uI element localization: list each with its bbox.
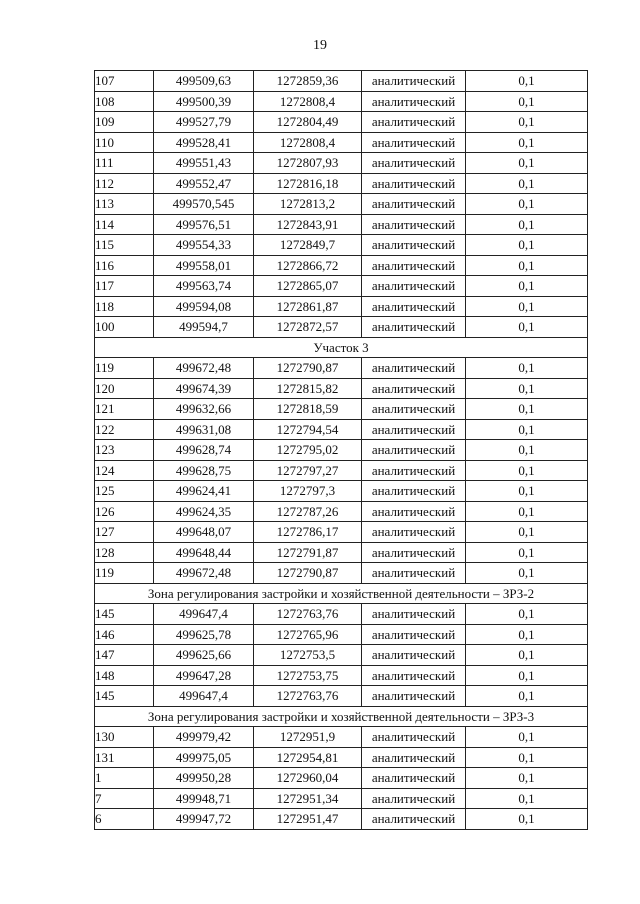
coordinate-y: 1272763,76	[254, 686, 362, 707]
accuracy-value: 0,1	[466, 542, 588, 563]
coordinate-y: 1272808,4	[254, 132, 362, 153]
point-number: 100	[95, 317, 154, 338]
table-row	[95, 173, 588, 194]
coordinate-x: 499672,48	[154, 358, 254, 379]
accuracy-value: 0,1	[466, 440, 588, 461]
coordinate-y: 1272859,36	[254, 71, 362, 92]
table-row	[95, 132, 588, 153]
point-number: 7	[95, 788, 154, 809]
accuracy-value: 0,1	[466, 604, 588, 625]
table-row	[95, 399, 588, 420]
coordinate-y: 1272951,34	[254, 788, 362, 809]
coordinate-x: 499552,47	[154, 173, 254, 194]
determination-method: аналитический	[362, 153, 466, 174]
accuracy-value: 0,1	[466, 194, 588, 215]
accuracy-value: 0,1	[466, 317, 588, 338]
accuracy-value: 0,1	[466, 747, 588, 768]
determination-method: аналитический	[362, 276, 466, 297]
table-row	[95, 112, 588, 133]
coordinate-y: 1272797,3	[254, 481, 362, 502]
point-number: 121	[95, 399, 154, 420]
accuracy-value: 0,1	[466, 358, 588, 379]
point-number: 119	[95, 563, 154, 584]
coordinate-x: 499672,48	[154, 563, 254, 584]
coordinate-x: 499551,43	[154, 153, 254, 174]
point-number: 127	[95, 522, 154, 543]
accuracy-value: 0,1	[466, 296, 588, 317]
determination-method: аналитический	[362, 563, 466, 584]
accuracy-value: 0,1	[466, 727, 588, 748]
coordinate-y: 1272815,82	[254, 378, 362, 399]
determination-method: аналитический	[362, 727, 466, 748]
point-number: 128	[95, 542, 154, 563]
point-number: 107	[95, 71, 154, 92]
table-row	[95, 358, 588, 379]
section-header-row	[95, 583, 588, 604]
table-row	[95, 440, 588, 461]
determination-method: аналитический	[362, 686, 466, 707]
accuracy-value: 0,1	[466, 768, 588, 789]
point-number: 145	[95, 604, 154, 625]
accuracy-value: 0,1	[466, 460, 588, 481]
accuracy-value: 0,1	[466, 645, 588, 666]
coordinate-x: 499624,35	[154, 501, 254, 522]
accuracy-value: 0,1	[466, 132, 588, 153]
determination-method: аналитический	[362, 645, 466, 666]
accuracy-value: 0,1	[466, 665, 588, 686]
coordinate-x: 499947,72	[154, 809, 254, 830]
accuracy-value: 0,1	[466, 624, 588, 645]
coordinate-y: 1272861,87	[254, 296, 362, 317]
coordinate-y: 1272791,87	[254, 542, 362, 563]
determination-method: аналитический	[362, 542, 466, 563]
determination-method: аналитический	[362, 747, 466, 768]
coordinate-y: 1272849,7	[254, 235, 362, 256]
determination-method: аналитический	[362, 522, 466, 543]
accuracy-value: 0,1	[466, 501, 588, 522]
coordinate-x: 499674,39	[154, 378, 254, 399]
accuracy-value: 0,1	[466, 276, 588, 297]
table-row	[95, 255, 588, 276]
accuracy-value: 0,1	[466, 419, 588, 440]
coordinate-x: 499647,28	[154, 665, 254, 686]
coordinate-x: 499631,08	[154, 419, 254, 440]
point-number: 126	[95, 501, 154, 522]
coordinate-y: 1272951,47	[254, 809, 362, 830]
coordinate-y: 1272816,18	[254, 173, 362, 194]
point-number: 110	[95, 132, 154, 153]
coordinate-x: 499570,545	[154, 194, 254, 215]
determination-method: аналитический	[362, 71, 466, 92]
coordinate-x: 499648,44	[154, 542, 254, 563]
coordinate-y: 1272804,49	[254, 112, 362, 133]
accuracy-value: 0,1	[466, 378, 588, 399]
coordinate-x: 499563,74	[154, 276, 254, 297]
point-number: 120	[95, 378, 154, 399]
table-row	[95, 194, 588, 215]
coordinate-y: 1272795,02	[254, 440, 362, 461]
table-row	[95, 665, 588, 686]
table-row	[95, 481, 588, 502]
table-row	[95, 809, 588, 830]
section-header-row	[95, 337, 588, 358]
determination-method: аналитический	[362, 501, 466, 522]
point-number: 113	[95, 194, 154, 215]
coordinate-x: 499950,28	[154, 768, 254, 789]
coordinate-x: 499558,01	[154, 255, 254, 276]
section-title: Зона регулирования застройки и хозяйственной деятельности – ЗРЗ-3	[95, 706, 588, 727]
page-number: 19	[313, 38, 327, 53]
coordinate-x: 499500,39	[154, 91, 254, 112]
table-row	[95, 747, 588, 768]
coordinate-x: 499576,51	[154, 214, 254, 235]
point-number: 1	[95, 768, 154, 789]
point-number: 130	[95, 727, 154, 748]
point-number: 109	[95, 112, 154, 133]
coordinate-x: 499948,71	[154, 788, 254, 809]
coordinate-x: 499594,08	[154, 296, 254, 317]
table-row	[95, 686, 588, 707]
coordinate-y: 1272954,81	[254, 747, 362, 768]
coordinate-x: 499647,4	[154, 686, 254, 707]
accuracy-value: 0,1	[466, 235, 588, 256]
coordinate-y: 1272866,72	[254, 255, 362, 276]
coordinate-y: 1272765,96	[254, 624, 362, 645]
coordinate-y: 1272813,2	[254, 194, 362, 215]
coordinate-x: 499625,78	[154, 624, 254, 645]
point-number: 111	[95, 153, 154, 174]
determination-method: аналитический	[362, 214, 466, 235]
coordinate-y: 1272951,9	[254, 727, 362, 748]
accuracy-value: 0,1	[466, 255, 588, 276]
coordinate-y: 1272865,07	[254, 276, 362, 297]
determination-method: аналитический	[362, 604, 466, 625]
coordinate-x: 499554,33	[154, 235, 254, 256]
point-number: 118	[95, 296, 154, 317]
table-row	[95, 419, 588, 440]
determination-method: аналитический	[362, 255, 466, 276]
coordinate-y: 1272843,91	[254, 214, 362, 235]
point-number: 119	[95, 358, 154, 379]
accuracy-value: 0,1	[466, 112, 588, 133]
determination-method: аналитический	[362, 809, 466, 830]
table-row	[95, 276, 588, 297]
table-row	[95, 727, 588, 748]
coordinate-x: 499594,7	[154, 317, 254, 338]
table-row	[95, 296, 588, 317]
accuracy-value: 0,1	[466, 399, 588, 420]
point-number: 148	[95, 665, 154, 686]
table-row	[95, 604, 588, 625]
table-row	[95, 542, 588, 563]
table-row	[95, 460, 588, 481]
point-number: 124	[95, 460, 154, 481]
accuracy-value: 0,1	[466, 153, 588, 174]
coordinate-x: 499509,63	[154, 71, 254, 92]
section-title: Участок 3	[95, 337, 588, 358]
table-row	[95, 522, 588, 543]
coordinate-x: 499647,4	[154, 604, 254, 625]
coordinate-y: 1272753,5	[254, 645, 362, 666]
table-row	[95, 317, 588, 338]
point-number: 108	[95, 91, 154, 112]
coordinate-y: 1272753,75	[254, 665, 362, 686]
coordinate-y: 1272960,04	[254, 768, 362, 789]
determination-method: аналитический	[362, 665, 466, 686]
table-row	[95, 624, 588, 645]
determination-method: аналитический	[362, 91, 466, 112]
table-row	[95, 91, 588, 112]
accuracy-value: 0,1	[466, 522, 588, 543]
coordinate-y: 1272797,27	[254, 460, 362, 481]
determination-method: аналитический	[362, 194, 466, 215]
section-header-row	[95, 706, 588, 727]
point-number: 146	[95, 624, 154, 645]
point-number: 6	[95, 809, 154, 830]
coordinate-y: 1272763,76	[254, 604, 362, 625]
point-number: 122	[95, 419, 154, 440]
table-row	[95, 214, 588, 235]
accuracy-value: 0,1	[466, 91, 588, 112]
point-number: 125	[95, 481, 154, 502]
accuracy-value: 0,1	[466, 788, 588, 809]
table-row	[95, 501, 588, 522]
coordinate-x: 499528,41	[154, 132, 254, 153]
section-title: Зона регулирования застройки и хозяйственной деятельности – ЗРЗ-2	[95, 583, 588, 604]
coordinates-table	[94, 70, 588, 830]
coordinate-x: 499628,75	[154, 460, 254, 481]
coordinate-x: 499624,41	[154, 481, 254, 502]
coordinate-y: 1272790,87	[254, 563, 362, 584]
coordinate-y: 1272794,54	[254, 419, 362, 440]
coordinate-x: 499527,79	[154, 112, 254, 133]
determination-method: аналитический	[362, 112, 466, 133]
table-row	[95, 768, 588, 789]
determination-method: аналитический	[362, 399, 466, 420]
accuracy-value: 0,1	[466, 214, 588, 235]
point-number: 145	[95, 686, 154, 707]
coordinate-x: 499975,05	[154, 747, 254, 768]
point-number: 123	[95, 440, 154, 461]
table-row	[95, 563, 588, 584]
accuracy-value: 0,1	[466, 481, 588, 502]
coordinate-y: 1272872,57	[254, 317, 362, 338]
determination-method: аналитический	[362, 460, 466, 481]
accuracy-value: 0,1	[466, 71, 588, 92]
accuracy-value: 0,1	[466, 563, 588, 584]
accuracy-value: 0,1	[466, 173, 588, 194]
coordinates-table-body	[95, 71, 588, 830]
coordinate-y: 1272790,87	[254, 358, 362, 379]
coordinate-x: 499632,66	[154, 399, 254, 420]
determination-method: аналитический	[362, 624, 466, 645]
determination-method: аналитический	[362, 481, 466, 502]
determination-method: аналитический	[362, 132, 466, 153]
point-number: 114	[95, 214, 154, 235]
determination-method: аналитический	[362, 440, 466, 461]
coordinate-y: 1272786,17	[254, 522, 362, 543]
coordinate-x: 499625,66	[154, 645, 254, 666]
coordinate-x: 499979,42	[154, 727, 254, 748]
coordinate-y: 1272787,26	[254, 501, 362, 522]
table-row	[95, 378, 588, 399]
point-number: 115	[95, 235, 154, 256]
determination-method: аналитический	[362, 296, 466, 317]
determination-method: аналитический	[362, 768, 466, 789]
table-row	[95, 645, 588, 666]
coordinate-y: 1272808,4	[254, 91, 362, 112]
table-row	[95, 71, 588, 92]
point-number: 147	[95, 645, 154, 666]
accuracy-value: 0,1	[466, 686, 588, 707]
determination-method: аналитический	[362, 173, 466, 194]
coordinate-y: 1272807,93	[254, 153, 362, 174]
point-number: 112	[95, 173, 154, 194]
point-number: 131	[95, 747, 154, 768]
determination-method: аналитический	[362, 788, 466, 809]
table-row	[95, 788, 588, 809]
point-number: 117	[95, 276, 154, 297]
coordinate-y: 1272818,59	[254, 399, 362, 420]
table-row	[95, 235, 588, 256]
determination-method: аналитический	[362, 235, 466, 256]
determination-method: аналитический	[362, 358, 466, 379]
coordinate-x: 499648,07	[154, 522, 254, 543]
determination-method: аналитический	[362, 378, 466, 399]
table-row	[95, 153, 588, 174]
accuracy-value: 0,1	[466, 809, 588, 830]
determination-method: аналитический	[362, 419, 466, 440]
point-number: 116	[95, 255, 154, 276]
determination-method: аналитический	[362, 317, 466, 338]
coordinate-x: 499628,74	[154, 440, 254, 461]
